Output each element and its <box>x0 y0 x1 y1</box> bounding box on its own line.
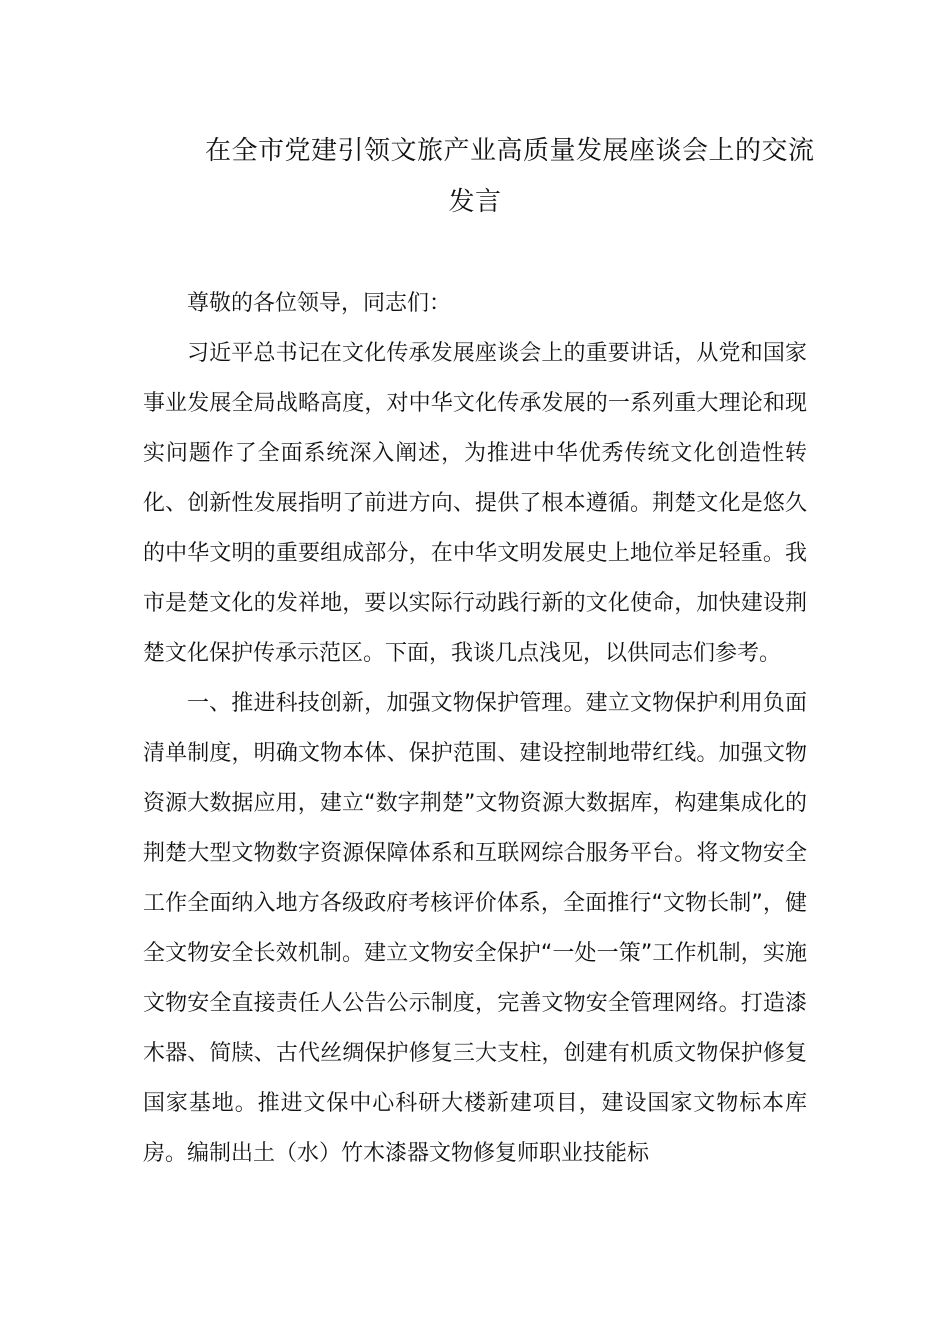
salutation-paragraph: 尊敬的各位领导，同志们： <box>187 291 452 316</box>
document-title-line-1: 在全市党建引领文旅产业高质量发展座谈会上的交流 <box>205 136 815 166</box>
document-title-line-2: 发言 <box>448 187 502 217</box>
section-one-paragraph: 一、推进科技创新，加强文物保护管理。建立文物保护利用负面清单制度，明确文物本体、保护范围、建设控制地带红线。加强文物资源大数据应用，建立“数字荆楚”文物资源大数据库，构建集成化的荆楚大型文物数字资源保障体系和互联网综合服务平台。将文物安全工作全面纳入地方各级政府考核评价体系，全面推行“文物长制”，健全文物安全长效机制。建立文物安全保护“一处一策”工作机制，实施文物安全直接责任人公告公示制度，完善文物安全管理网络。打造漆木器、简牍、古代丝绸保护修复三大支柱，创建有机质文物保护修复国家基地。推进文保中心科研大楼新建项目，建设国家文物标本库房。编制出土（水）竹木漆器文物修复师职业技能标 <box>143 691 807 1166</box>
intro-paragraph: 习近平总书记在文化传承发展座谈会上的重要讲话，从党和国家事业发展全局战略高度，对中华文化传承发展的一系列重大理论和现实问题作了全面系统深入阐述，为推进中华优秀传统文化创造性转化、创新性发展指明了前进方向、提供了根本遵循。荆楚文化是悠久的中华文明的重要组成部分，在中华文明发展史上地位举足轻重。我市是楚文化的发祥地，要以实际行动践行新的文化使命，加快建设荆楚文化保护传承示范区。下面，我谈几点浅见，以供同志们参考。 <box>143 341 807 666</box>
document-body <box>143 279 807 1179</box>
